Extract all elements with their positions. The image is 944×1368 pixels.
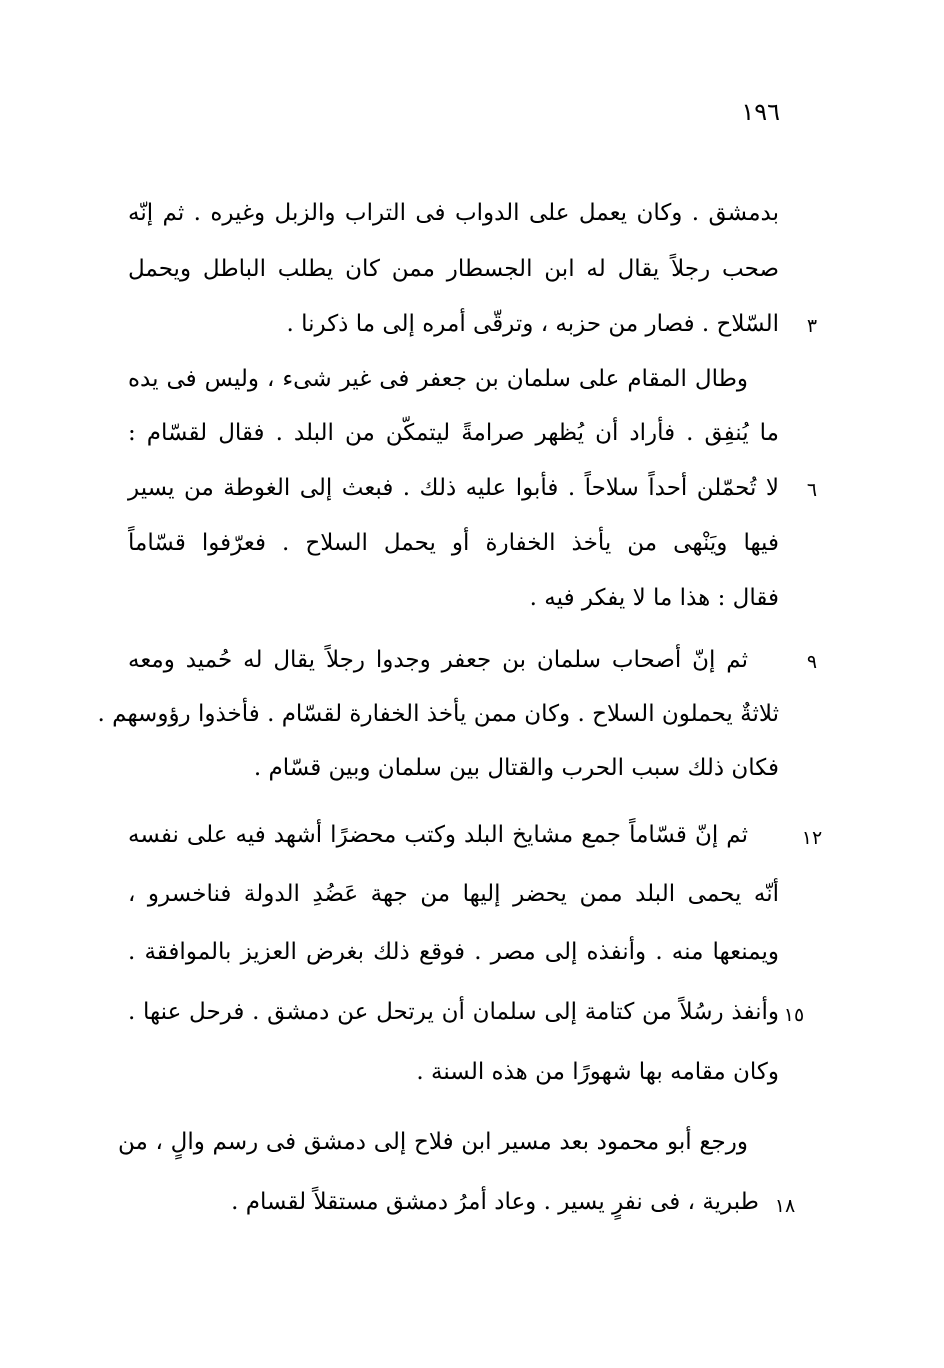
text-line: وأنفذ رسُلاً من كتامة إلى سلمان أن يرتحل عن دمشق . فرحل عنها . <box>128 999 779 1025</box>
line-number: ٣ <box>806 315 818 337</box>
line-number: ١٨ <box>774 1195 796 1217</box>
line-number: ١٢ <box>801 827 823 849</box>
text-line: وطال المقام على سلمان بن جعفر فى غير شىء ، وليس فى يده <box>128 366 748 392</box>
text-line: فقال : هذا ما لا يفكر فيه . <box>529 585 779 611</box>
text-line: فكان ذلك سبب الحرب والقتال بين سلمان وبين قسّام . <box>253 755 779 781</box>
text-line: ويمنعها منه . وأنفذه إلى مصر . فوقع ذلك بغرض العزيز بالموافقة . <box>128 939 779 965</box>
text-line: لا تُحمّلن أحداً سلاحاً . فأبوا عليه ذلك . فبعث إلى الغوطة من يسير <box>128 475 779 501</box>
text-line: ورجع أبو محمود بعد مسير ابن فلاح إلى دمشق فى رسم والٍ ، من <box>118 1129 748 1155</box>
line-number: ٦ <box>806 479 818 501</box>
text-line: صحب رجلاً يقال له ابن الجسطار ممن كان يطلب الباطل ويحمل <box>128 256 779 282</box>
text-line: ثم إنّ قسّاماً جمع مشايخ البلد وكتب محضرًا أشهد فيه على نفسه <box>128 822 748 848</box>
text-line: ما يُنفِق . فأراد أن يُظهر صرامةً ليتمكّن من البلد . فقال لقسّام : <box>128 420 779 446</box>
page-number: ١٩٦ <box>741 98 780 126</box>
text-line: فيها ويَنْهى من يأخذ الخفارة أو يحمل السلاح . فعرّفوا قسّاماً <box>128 530 779 556</box>
line-number: ١٥ <box>783 1004 805 1026</box>
text-line: السّلاح . فصار من حزبه ، وترقّى أمره إلى ما ذكرنا . <box>286 311 779 337</box>
text-line: طبرية ، فى نفرٍ يسير . وعاد أمرُ دمشق مستقلاً لقسام . <box>231 1189 759 1215</box>
text-line: بدمشق . وكان يعمل على الدواب فى التراب والزبل وغيره . ثم إنّه <box>128 200 779 226</box>
line-number: ٩ <box>806 651 818 673</box>
text-line: أنّه يحمى البلد ممن يحضر إليها من جهة عَضُدِ الدولة فناخسرو ، <box>128 881 779 907</box>
text-line: ثلاثةٌ يحملون السلاح . وكان ممن يأخذ الخفارة لقسّام . فأخذوا رؤوسهم . <box>97 701 779 727</box>
text-line: وكان مقامه بها شهورًا من هذه السنة . <box>416 1059 779 1085</box>
text-line: ثم إنّ أصحاب سلمان بن جعفر وجدوا رجلاً يقال له حُميد ومعه <box>128 647 748 673</box>
